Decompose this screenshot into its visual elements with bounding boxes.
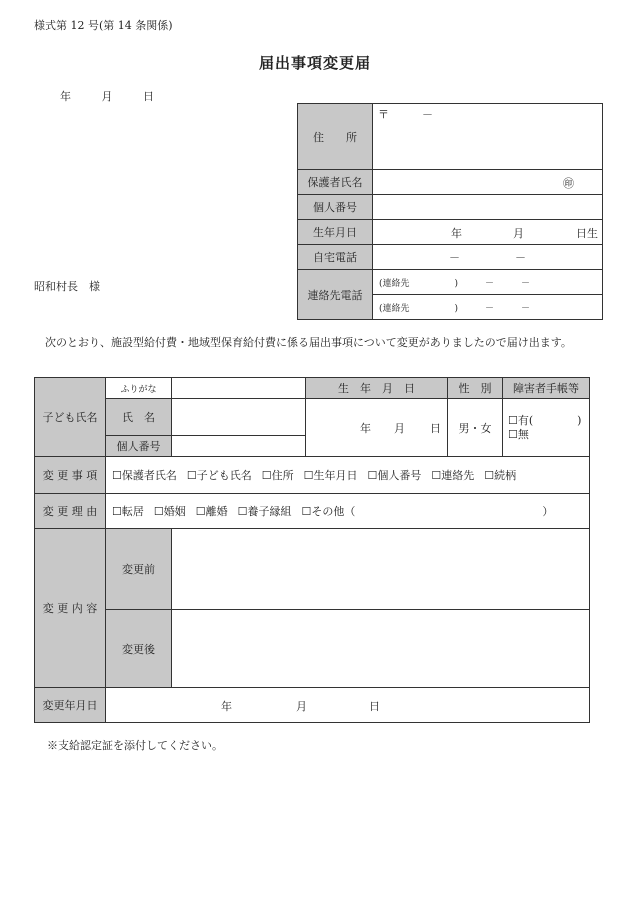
gender-field[interactable]: 男・女 <box>448 399 503 457</box>
disability-yes-checkbox[interactable]: ☐有( ) <box>508 413 582 427</box>
home-phone-label: 自宅電話 <box>298 245 373 270</box>
child-birth-day: 日 <box>430 422 441 435</box>
change-date-year: 年 <box>221 700 232 713</box>
child-name-field[interactable] <box>172 399 306 436</box>
contact-phone-row-2[interactable]: (連絡先 ) － － <box>373 295 603 320</box>
child-name-label: 子ども氏名 <box>35 378 106 457</box>
page-title: 届出事項変更届 <box>258 54 371 72</box>
contact-phone-row-1[interactable]: (連絡先 ) － － <box>373 270 603 295</box>
date-day-label: 日 <box>143 90 154 103</box>
reason-marriage[interactable]: ☐婚姻 <box>153 505 186 518</box>
furigana-label: ふりがな <box>106 378 172 399</box>
form-number: 様式第 12 号(第 14 条関係) <box>34 19 173 32</box>
change-date-day: 日 <box>369 700 380 713</box>
after-change-label: 変更後 <box>106 610 172 688</box>
option-personal-number[interactable]: ☐個人番号 <box>367 469 422 482</box>
seal-mark: ㊞ <box>563 177 574 190</box>
guardian-name-field[interactable] <box>373 170 603 195</box>
declaration-text: 次のとおり、施設型給付費・地域型保育給付費に係る届出事項について変更がありましたので届け出ます。 <box>45 336 572 349</box>
before-change-label: 変更前 <box>106 529 172 610</box>
birthdate-header: 生 年 月 日 <box>306 378 448 399</box>
change-content-label: 変 更 内 容 <box>35 529 106 688</box>
date-year-label: 年 <box>60 90 71 103</box>
change-items-options <box>106 457 590 494</box>
attachment-note: ※支給認定証を添付してください。 <box>47 739 223 752</box>
option-guardian-name[interactable]: ☐保護者氏名 <box>112 469 177 482</box>
submission-date <box>60 88 154 104</box>
option-address[interactable]: ☐住所 <box>261 469 294 482</box>
child-birth-year: 年 <box>360 422 371 435</box>
furigana-field[interactable] <box>172 378 306 399</box>
change-reason-options <box>106 494 590 529</box>
contact-phone-label: 連絡先電話 <box>298 270 373 320</box>
change-date-field[interactable] <box>106 688 590 723</box>
address-field[interactable] <box>373 104 603 170</box>
child-personal-number-label: 個人番号 <box>106 436 172 457</box>
option-child-name[interactable]: ☐子ども氏名 <box>186 469 252 482</box>
name-label: 氏 名 <box>106 399 172 436</box>
option-birthdate[interactable]: ☐生年月日 <box>303 469 358 482</box>
birthdate-field[interactable] <box>373 220 603 245</box>
reason-adoption[interactable]: ☐養子縁組 <box>237 505 292 518</box>
change-date-label: 変更年月日 <box>35 688 106 723</box>
guardian-name-label: 保護者氏名 <box>298 170 373 195</box>
disability-field[interactable] <box>503 399 590 457</box>
birthdate-month: 月 <box>513 227 524 240</box>
reason-moving[interactable]: ☐転居 <box>112 505 144 518</box>
birthdate-day: 日生 <box>576 227 598 240</box>
gender-header: 性 別 <box>448 378 503 399</box>
applicant-table <box>297 103 603 320</box>
home-phone-field[interactable]: － － <box>373 245 603 270</box>
before-change-field[interactable] <box>172 529 590 610</box>
addressee: 昭和村長 様 <box>34 280 100 293</box>
option-contact[interactable]: ☐連絡先 <box>431 469 475 482</box>
child-birth-month: 月 <box>394 422 405 435</box>
reason-other[interactable]: ☐その他（ ） <box>301 505 554 518</box>
date-month-label: 月 <box>101 90 113 103</box>
personal-number-label: 個人番号 <box>298 195 373 220</box>
change-reason-label: 変 更 理 由 <box>35 494 106 529</box>
disability-no-checkbox[interactable]: ☐無 <box>508 427 529 441</box>
child-birthdate-field[interactable] <box>306 399 448 457</box>
child-personal-number-field[interactable] <box>172 436 306 457</box>
personal-number-field[interactable] <box>373 195 603 220</box>
change-date-month: 月 <box>296 700 307 713</box>
zip-prefix: 〒 － <box>378 108 433 121</box>
change-table <box>34 377 590 723</box>
change-items-label: 変 更 事 項 <box>35 457 106 494</box>
reason-divorce[interactable]: ☐離婚 <box>195 505 228 518</box>
address-label: 住 所 <box>298 104 373 170</box>
option-relationship[interactable]: ☐続柄 <box>484 469 517 482</box>
disability-header: 障害者手帳等 <box>503 378 590 399</box>
birthdate-label: 生年月日 <box>298 220 373 245</box>
after-change-field[interactable] <box>172 610 590 688</box>
birthdate-year: 年 <box>451 227 462 240</box>
